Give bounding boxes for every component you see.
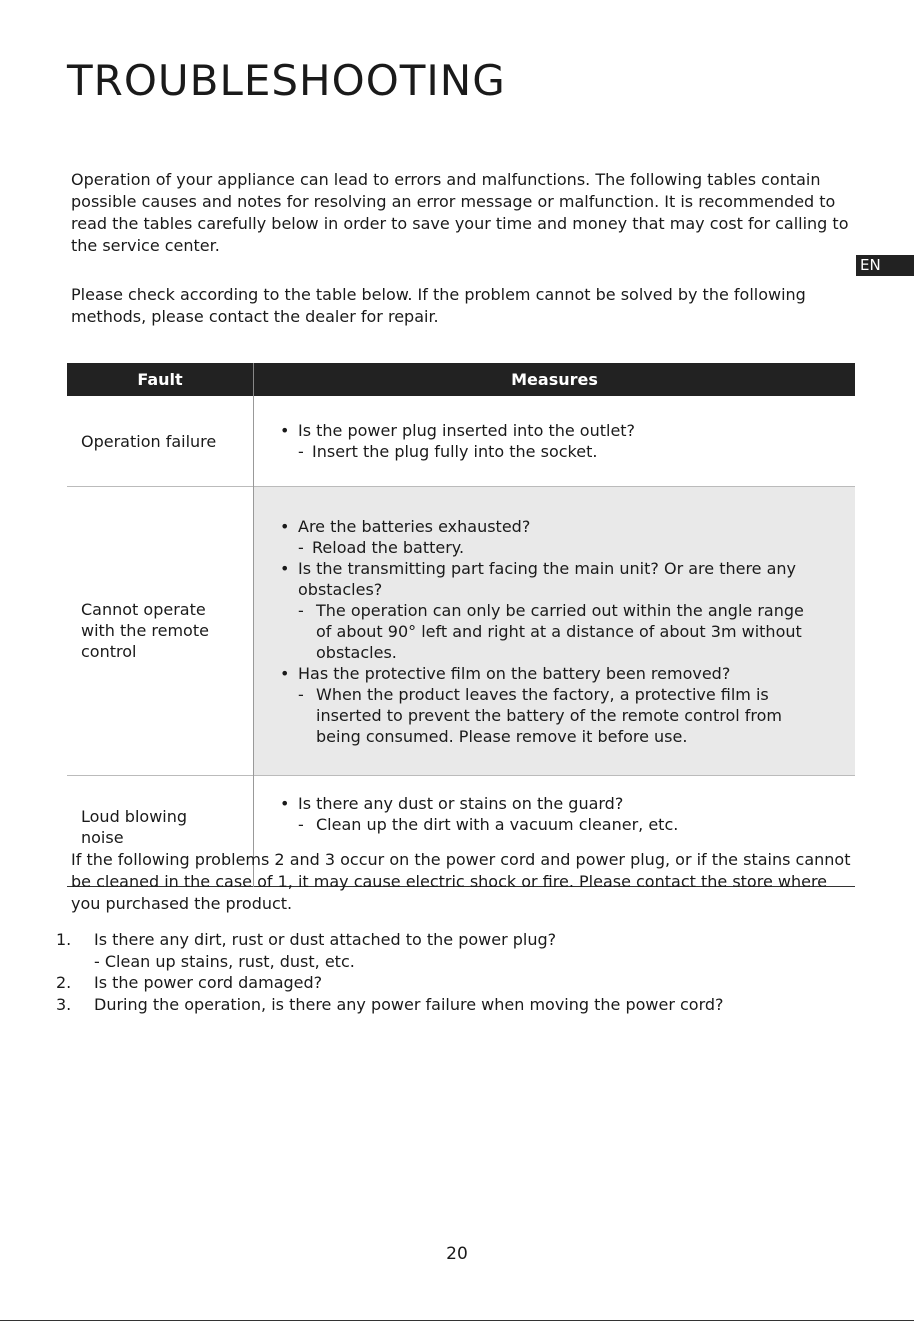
dash-icon: - [298, 600, 304, 620]
power-checklist [56, 929, 724, 1015]
question-text: Are the batteries exhausted? [298, 516, 531, 536]
bullet-icon: • [280, 794, 290, 813]
header-fault: Fault [67, 363, 254, 396]
list-number: 3. [56, 994, 72, 1014]
troubleshooting-table [67, 363, 855, 887]
table-row [67, 396, 855, 487]
dash-icon: - [298, 442, 304, 461]
dash-icon: - [298, 684, 304, 704]
check-note-paragraph: Please check according to the table below. If the problem cannot be solved by the following methods, please contact the dealer for repair. [71, 285, 806, 326]
language-badge: EN [856, 255, 914, 276]
measure-answer [280, 537, 855, 558]
header-measures: Measures [254, 363, 856, 396]
question-text: Is the power plug inserted into the outlet? [298, 421, 636, 440]
dash-icon: - [298, 815, 304, 834]
dash-icon: - [298, 537, 304, 557]
table-row [67, 487, 855, 776]
bullet-icon: • [280, 421, 290, 440]
answer-text: Reload the battery. [312, 537, 465, 557]
answer-text: Insert the plug fully into the socket. [312, 442, 598, 461]
fault-text: Loud blowing noise [81, 807, 188, 847]
bullet-icon: • [280, 516, 290, 536]
measure-question [280, 793, 855, 814]
answer-text: When the product leaves the factory, a protective film is inserted to prevent the battery of the remote control from being consumed. Please remove it before use. [316, 684, 782, 746]
fault-text: Cannot operate with the remote control [81, 599, 209, 661]
list-text: Is there any dirt, rust or dust attached to the power plug? [94, 930, 557, 949]
question-text: Is the transmitting part facing the main unit? Or are there any obstacles? [298, 558, 797, 599]
list-number: 2. [56, 973, 72, 992]
list-item [56, 929, 724, 951]
page-title: TROUBLESHOOTING [67, 56, 506, 105]
bottom-divider [0, 1320, 914, 1321]
list-text: Is the power cord damaged? [94, 973, 323, 992]
power-note-paragraph: If the following problems 2 and 3 occur on the power cord and power plug, or if the stains cannot be cleaned in the case of 1, it may cause electric shock or fire. Please contact the store where you purchased the product. [71, 850, 851, 913]
question-text: Is there any dust or stains on the guard? [298, 794, 624, 813]
measure-question [280, 516, 855, 537]
measure-answer [280, 814, 855, 835]
table-header-row [67, 363, 855, 396]
list-item [56, 994, 724, 1016]
answer-text: Clean up the dirt with a vacuum cleaner, etc. [316, 815, 679, 834]
list-item [56, 972, 724, 994]
bullet-icon: • [280, 663, 290, 683]
fault-cell [67, 487, 254, 776]
measures-cell [254, 396, 856, 487]
measure-question [280, 663, 855, 684]
question-text: Has the protective film on the battery been removed? [298, 663, 731, 683]
list-text: During the operation, is there any power failure when moving the power cord? [94, 994, 724, 1014]
measures-cell [254, 487, 856, 776]
list-number: 1. [56, 930, 72, 949]
intro-paragraph: Operation of your appliance can lead to errors and malfunctions. The following tables contain possible causes and notes for resolving an error message or malfunction. It is recommended to read the tables carefully below in order to save your time and money that may cost for calling to the service center. [71, 170, 849, 255]
measure-answer [280, 600, 855, 663]
bullet-icon: • [280, 558, 290, 578]
measure-answer [280, 684, 855, 747]
measure-question [280, 558, 855, 600]
measure-question [280, 420, 855, 441]
fault-cell: Operation failure [67, 396, 254, 487]
measure-answer [280, 441, 855, 462]
list-subitem: - Clean up stains, rust, dust, etc. [94, 951, 355, 971]
page-number: 20 [446, 1244, 468, 1264]
answer-text: The operation can only be carried out within the angle range of about 90° left and right at a distance of about 3m without obstacles. [316, 600, 804, 662]
